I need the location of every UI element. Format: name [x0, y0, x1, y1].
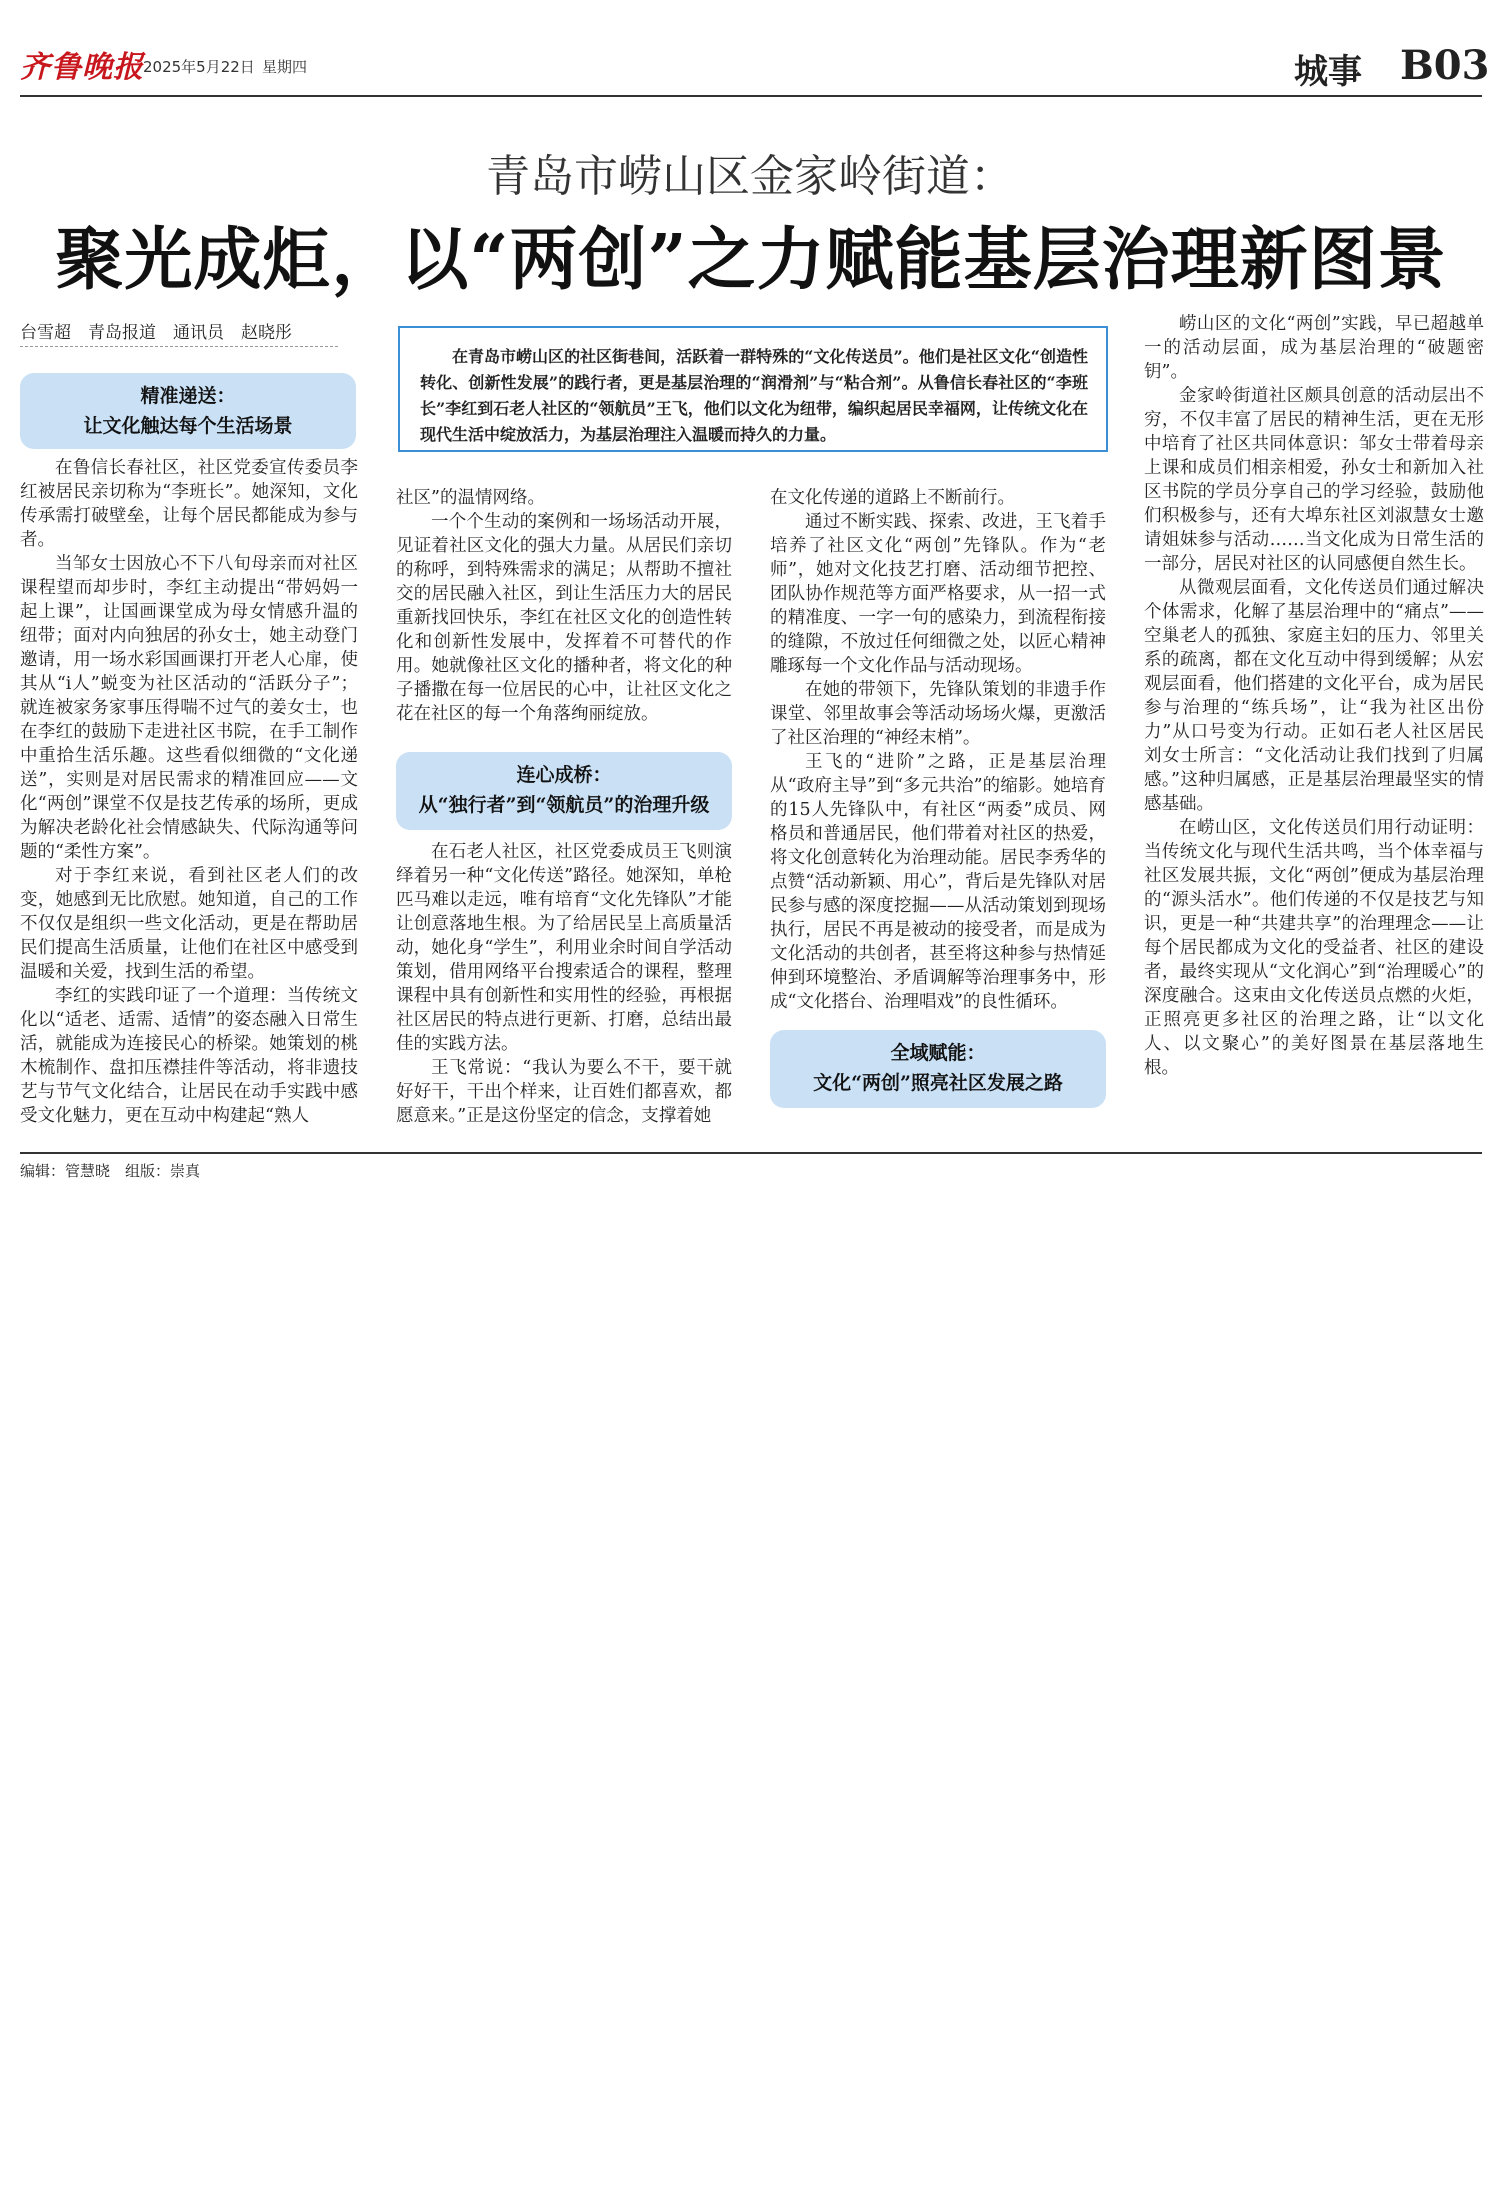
subhead-subtitle: 让文化触达每个生活场景: [83, 415, 293, 437]
paragraph: 在石老人社区，社区党委成员王飞则演绎着另一种“文化传送”路径。她深知，单枪匹马难以走远，唯有培育“文化先锋队”才能让创意落地生根。为了给居民呈上高质量活动，她化身“学生”，利用业余时间自学活动策划，借用网络平台搜索适合的课程，整理课程中具有创新性和实用性的经验，再根据社区居民的特点进行更新、打磨，总结出最佳的实践方法。: [396, 842, 732, 1054]
paragraph: 金家岭街道社区颇具创意的活动层出不穷，不仅丰富了居民的精神生活，更在无形中培育了社区共同体意识：邹女士带着母亲上课和成员们相亲相爱，孙女士和新加入社区书院的学员分享自己的学习经验，鼓励他们积极参与，还有大埠东社区刘淑慧女士邀请姐妹参与活动……当文化成为日常生活的一部分，居民对社区的认同感便自然生长。: [1144, 386, 1484, 574]
column-4: [1144, 312, 1484, 1080]
column-2-top: [396, 486, 732, 726]
paragraph: 在文化传递的道路上不断前行。: [770, 488, 1015, 508]
paragraph: 一个个生动的案例和一场场活动开展，见证着社区文化的强大力量。从居民们亲切的称呼，到特殊需求的满足；从帮助不擅社交的居民融入社区，到让生活压力大的居民重新找回快乐，李红在社区文化的创造性转化和创新性发展中，发挥着不可替代的作用。她就像社区文化的播种者，将文化的种子播撒在每一位居民的心中，让社区文化之花在社区的每一个角落绚丽绽放。: [396, 512, 732, 724]
subhead-title: 精准递送：: [140, 385, 236, 407]
paragraph: 社区”的温情网络。: [396, 488, 545, 508]
article-byline: 台雪超 青岛报道 通讯员 赵晓彤: [20, 323, 292, 343]
paragraph: 在她的带领下，先锋队策划的非遗手作课堂、邻里故事会等活动场场火爆，更激活了社区治理的“神经末梢”。: [770, 680, 1106, 748]
paragraph: 在鲁信长春社区，社区党委宣传委员李红被居民亲切称为“李班长”。她深知，文化传承需打破壁垒，让每个居民都能成为参与者。: [20, 458, 358, 550]
footer-divider: [20, 1152, 1482, 1154]
paragraph: 当邹女士因放心不下八旬母亲而对社区课程望而却步时，李红主动提出“带妈妈一起上课”，让国画课堂成为母女情感升温的纽带；面对内向独居的孙女士，她主动登门邀请，用一场水彩国画课打开老人心扉，使其从“i人”蜕变为社区活动的“活跃分子”；就连被家务家事压得喘不过气的姜女士，也在李红的鼓励下走进社区书院，在手工制作中重拾生活乐趣。这些看似细微的“文化递送”，实则是对居民需求的精准回应——文化“两创”课堂不仅是技艺传承的场所，更成为解决老龄化社会情感缺失、代际沟通等问题的“柔性方案”。: [20, 554, 358, 862]
paragraph: 王飞常说：“我认为要么不干，要干就好好干，干出个样来，让百姓们都喜欢，都愿意来。”正是这份坚定的信念，支撑着她: [396, 1058, 732, 1126]
paragraph: 李红的实践印证了一个道理：当传统文化以“适老、适需、适情”的姿态融入日常生活，就能成为连接民心的桥梁。她策划的桃木梳制作、盘扣压襟挂件等活动，将非遗技艺与节气文化结合，让居民在动手实践中感受文化魅力，更在互动中构建起“熟人: [20, 986, 358, 1126]
column-3: [770, 486, 1106, 1014]
page-number: B03: [1400, 42, 1490, 89]
paragraph: 通过不断实践、探索、改进，王飞着手培养了社区文化“两创”先锋队。作为“老师”，她对文化技艺打磨、活动细节把控、团队协作规范等方面严格要求，从一招一式的精准度、一字一句的感染力，到流程衔接的缝隙，不放过任何细微之处，以匠心精神雕琢每一个文化作品与活动现场。: [770, 512, 1106, 676]
subhead-full-empowerment: [770, 1030, 1106, 1108]
subhead-precise-delivery: [20, 373, 356, 449]
article-headline: 聚光成炬，以“两创”之力赋能基层治理新图景: [55, 220, 1447, 300]
subhead-title: 全域赋能：: [890, 1042, 986, 1064]
header-divider: [20, 95, 1482, 97]
lead-paragraph: 在青岛市崂山区的社区街巷间，活跃着一群特殊的“文化传送员”。他们是社区文化“创造性转化、创新性发展”的践行者，更是基层治理的“润滑剂”与“粘合剂”。从鲁信长春社区的“李班长”李红到石老人社区的“领航员”王飞，他们以文化为纽带，编织起居民幸福网，让传统文化在现代生活中绽放活力，为基层治理注入温暖而持久的力量。: [420, 347, 1088, 444]
editor-credits: 编辑：管慧晓 组版：崇真: [20, 1162, 201, 1180]
paragraph: 从微观层面看，文化传送员们通过解决个体需求，化解了基层治理中的“痛点”——空巢老人的孤独、家庭主妇的压力、邻里关系的疏离，都在文化互动中得到缓解；从宏观层面看，他们搭建的文化平台，成为居民参与治理的“练兵场”，让“我为社区出份力”从口号变为行动。正如石老人社区居民刘女士所言：“文化活动让我们找到了归属感。”这种归属感，正是基层治理最坚实的情感基础。: [1144, 578, 1484, 814]
byline-divider: [20, 346, 338, 347]
column-1: [20, 456, 358, 1128]
article-kicker: 青岛市崂山区金家岭街道：: [486, 151, 1014, 202]
issue-weekday: 星期四: [262, 58, 308, 76]
masthead-logo: 齐鲁晚报: [20, 50, 144, 85]
paragraph: 崂山区的文化“两创”实践，早已超越单一的活动层面，成为基层治理的“破题密钥”。: [1144, 314, 1484, 382]
issue-date: 2025年5月22日: [143, 58, 255, 76]
subhead-subtitle: 文化“两创”照亮社区发展之路: [813, 1072, 1063, 1094]
subhead-connecting-hearts: [396, 752, 732, 830]
paragraph: 对于李红来说，看到社区老人们的改变，她感到无比欣慰。她知道，自己的工作不仅仅是组织一些文化活动，更是在帮助居民们提高生活质量，让他们在社区中感受到温暖和关爱，找到生活的希望。: [20, 866, 358, 982]
column-2-bottom: [396, 840, 732, 1128]
paragraph: 王飞的“进阶”之路，正是基层治理从“政府主导”到“多元共治”的缩影。她培育的15人先锋队中，有社区“两委”成员、网格员和普通居民，他们带着对社区的热爱，将文化创意转化为治理动能。居民李秀华的点赞“活动新颖、用心”，背后是先锋队对居民参与感的深度挖掘——从活动策划到现场执行，居民不再是被动的接受者，而是成为文化活动的共创者，甚至将这种参与热情延伸到环境整治、矛盾调解等治理事务中，形成“文化搭台、治理唱戏”的良性循环。: [770, 752, 1106, 1012]
section-name: 城事: [1294, 52, 1362, 92]
subhead-title: 连心成桥：: [516, 764, 612, 786]
subhead-subtitle: 从“独行者”到“领航员”的治理升级: [418, 794, 710, 816]
paragraph: 在崂山区，文化传送员们用行动证明：当传统文化与现代生活共鸣，当个体幸福与社区发展共振，文化“两创”便成为基层治理的“源头活水”。他们传递的不仅是技艺与知识，更是一种“共建共享”的治理理念——让每个居民都成为文化的受益者、社区的建设者，最终实现从“文化润心”到“治理暖心”的深度融合。这束由文化传送员点燃的火炬，正照亮更多社区的治理之路，让“以文化人、以文聚心”的美好图景在基层落地生根。: [1144, 818, 1484, 1078]
